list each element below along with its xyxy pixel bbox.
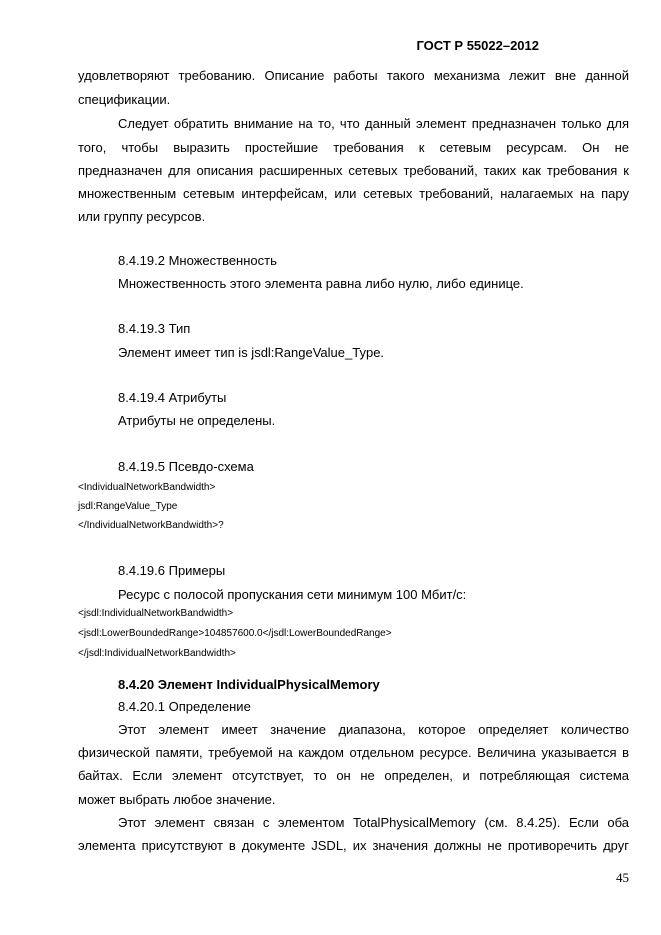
paragraph-line: элемента присутствуют в документе JSDL, их значения должны не противоречить друг	[78, 838, 629, 853]
section-heading: 8.4.19.6 Примеры	[118, 563, 226, 578]
section-text: Множественность этого элемента равна либо нулю, либо единице.	[118, 276, 524, 291]
code-line: <IndividualNetworkBandwidth>	[78, 482, 216, 493]
paragraph-line: Этот элемент имеет значение диапазона, которое определяет количество	[118, 722, 629, 737]
code-line: jsdl:RangeValue_Type	[78, 501, 178, 512]
section-heading: 8.4.19.4 Атрибуты	[118, 390, 227, 405]
section-heading: 8.4.20.1 Определение	[118, 699, 251, 714]
paragraph-line: или группу ресурсов.	[78, 209, 206, 224]
section-text: Атрибуты не определены.	[118, 413, 276, 428]
paragraph-line: спецификации.	[78, 92, 171, 107]
section-heading: 8.4.19.2 Множественность	[118, 253, 277, 268]
paragraph-line: того, чтобы выразить простейшие требования к сетевым ресурсам. Он не	[78, 140, 629, 155]
paragraph-line: множественным сетевым интерфейсам, или сетевых требований, налагаемых на пару	[78, 186, 629, 201]
section-text: Ресурс с полосой пропускания сети минимум 100 Мбит/с:	[118, 587, 467, 602]
section-text: Элемент имеет тип is jsdl:RangeValue_Type.	[118, 345, 385, 360]
paragraph-line: физической памяти, требуемой на каждом отдельном ресурсе. Величина указывается в	[78, 745, 629, 760]
paragraph-line: Этот элемент связан с элементом TotalPhysicalMemory (см. 8.4.25). Если оба	[118, 815, 629, 830]
paragraph-line: удовлетворяют требованию. Описание работы такого механизма лежит вне данной	[78, 68, 629, 83]
paragraph-line: байтах. Если элемент отсутствует, то он не определен, и потребляющая система	[78, 768, 629, 783]
code-line: <jsdl:IndividualNetworkBandwidth>	[78, 608, 234, 619]
paragraph-line: Следует обратить внимание на то, что данный элемент предназначен только для	[118, 116, 629, 131]
paragraph-line: предназначен для описания расширенных сетевых требований, таких как требования к	[78, 163, 629, 178]
section-heading: 8.4.19.3 Тип	[118, 321, 191, 336]
code-line: </jsdl:IndividualNetworkBandwidth>	[78, 648, 236, 659]
section-heading: 8.4.19.5 Псевдо-схема	[118, 459, 254, 474]
paragraph-line: может выбрать любое значение.	[78, 792, 276, 807]
section-heading-bold: 8.4.20 Элемент IndividualPhysicalMemory	[118, 677, 380, 692]
code-line: <jsdl:LowerBoundedRange>104857600.0</jsdl:LowerBoundedRange>	[78, 628, 392, 639]
code-line: </IndividualNetworkBandwidth>?	[78, 520, 224, 531]
page-header-standard: ГОСТ Р 55022–2012	[416, 38, 539, 53]
page-number: 45	[616, 870, 629, 885]
